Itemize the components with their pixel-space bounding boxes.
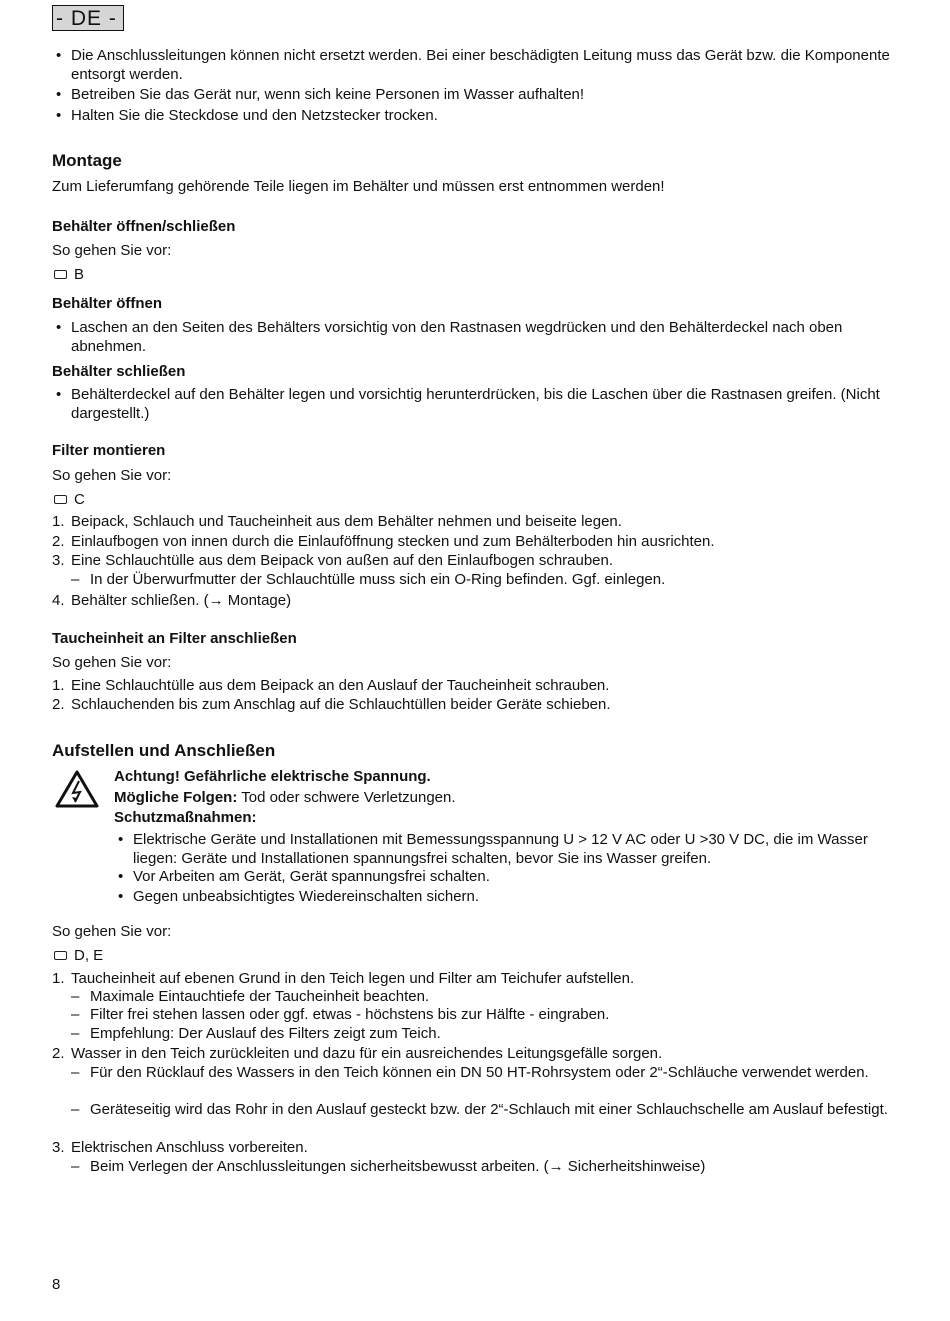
sub-step-item: – Filter frei stehen lassen oder ggf. etwas - höchstens bis zur Hälfte - eingraben.	[52, 1005, 898, 1024]
sub-step-item: – Beim Verlegen der Anschlussleitungen sicherheitsbewusst arbeiten. (→ Sicherheitshinweise)	[52, 1157, 898, 1176]
book-icon	[54, 951, 67, 960]
figure-reference: B	[52, 265, 898, 284]
warning-title: Achtung! Gefährliche elektrische Spannung.	[114, 768, 431, 785]
step-item: 4. Behälter schließen. (→ Montage)	[52, 592, 292, 609]
montage-text: Zum Lieferumfang gehörende Teile liegen im Behälter und müssen erst entnommen werden!	[52, 178, 665, 195]
book-icon	[54, 495, 67, 504]
step-item: 1. Beipack, Schlauch und Taucheinheit aus dem Behälter nehmen und beiseite legen.	[52, 513, 622, 530]
step-item: 3. Elektrischen Anschluss vorbereiten.	[52, 1139, 308, 1156]
warning-bullet: • Gegen unbeabsichtigtes Wiedereinschalten sichern.	[114, 887, 898, 906]
subsection-title: Filter montieren	[52, 442, 166, 459]
book-icon	[54, 270, 67, 279]
step-item: 2. Schlauchenden bis zum Anschlag auf die Schlauchtüllen beider Geräte schieben.	[52, 696, 611, 713]
figure-reference: D, E	[52, 946, 898, 965]
warning-bullet: • Elektrische Geräte und Installationen mit Bemessungsspannung U > 12 V AC oder U >30 V DC, die im Wasser liegen: Geräte und Installationen spannungsfrei schalten, bevor Sie ins Wasser greifen.	[114, 830, 898, 868]
warning-measures-label: Schutzmaßnahmen:	[114, 809, 257, 826]
page-number: 8	[52, 1276, 61, 1293]
intro-bullet: • Die Anschlussleitungen können nicht ersetzt werden. Bei einer beschädigten Leitung muss das Gerät bzw. die Komponente entsorgt werden.	[52, 46, 898, 84]
sub-step-item: – In der Überwurfmutter der Schlauchtülle muss sich ein O-Ring befinden. Ggf. einlegen.	[52, 570, 898, 589]
sub-step-item: – Geräteseitig wird das Rohr in den Auslauf gesteckt bzw. der 2“-Schlauch mit einer Schlauchschelle am Auslauf befestigt.	[52, 1100, 898, 1119]
intro-bullet: • Betreiben Sie das Gerät nur, wenn sich keine Personen im Wasser aufhalten!	[52, 85, 898, 104]
sub-step-item: – Für den Rücklauf des Wassers in den Teich können ein DN 50 HT-Rohrsystem oder 2“-Schläuche verwendet werden.	[52, 1063, 898, 1082]
intro-bullet: • Halten Sie die Steckdose und den Netzstecker trocken.	[52, 106, 898, 125]
step-item: 2. Einlaufbogen von innen durch die Einlauföffnung stecken und zum Behälterboden hin ausrichten.	[52, 533, 715, 550]
step-item: 2. Wasser in den Teich zurückleiten und dazu für ein ausreichendes Leitungsgefälle sorgen.	[52, 1045, 663, 1062]
subsection-title: Behälter schließen	[52, 363, 186, 380]
sub-step-item: – Empfehlung: Der Auslauf des Filters zeigt zum Teich.	[52, 1024, 898, 1043]
warning-bullet: • Vor Arbeiten am Gerät, Gerät spannungsfrei schalten.	[114, 867, 898, 886]
instruction-lead: So gehen Sie vor:	[52, 923, 172, 940]
figure-reference: C	[52, 490, 898, 509]
bullet-item: • Behälterdeckel auf den Behälter legen und vorsichtig herunterdrücken, bis die Laschen über die Rastnasen greifen. (Nicht dargestellt.)	[52, 385, 898, 423]
electric-hazard-icon	[55, 770, 99, 808]
step-item: 1. Eine Schlauchtülle aus dem Beipack an den Auslauf der Taucheinheit schrauben.	[52, 677, 610, 694]
instruction-lead: So gehen Sie vor:	[52, 467, 172, 484]
bullet-item: • Laschen an den Seiten des Behälters vorsichtig von den Rastnasen wegdrücken und den Behälterdeckel nach oben abnehmen.	[52, 318, 898, 356]
subsection-title: Behälter öffnen/schließen	[52, 218, 236, 235]
instruction-lead: So gehen Sie vor:	[52, 242, 172, 259]
step-item: 3. Eine Schlauchtülle aus dem Beipack von außen auf den Einlaufbogen schrauben.	[52, 552, 614, 569]
subsection-title: Behälter öffnen	[52, 295, 163, 312]
language-tag: - DE -	[52, 5, 124, 31]
instruction-lead: So gehen Sie vor:	[52, 654, 172, 671]
step-item: 1. Taucheinheit auf ebenen Grund in den Teich legen und Filter am Teichufer aufstellen.	[52, 970, 635, 987]
section-title-aufstellen: Aufstellen und Anschließen	[52, 741, 276, 760]
warning-consequences: Mögliche Folgen: Tod oder schwere Verletzungen.	[114, 789, 456, 806]
section-title-montage: Montage	[52, 151, 122, 170]
sub-step-item: – Maximale Eintauchtiefe der Taucheinheit beachten.	[52, 987, 898, 1006]
subsection-title: Taucheinheit an Filter anschließen	[52, 630, 297, 647]
